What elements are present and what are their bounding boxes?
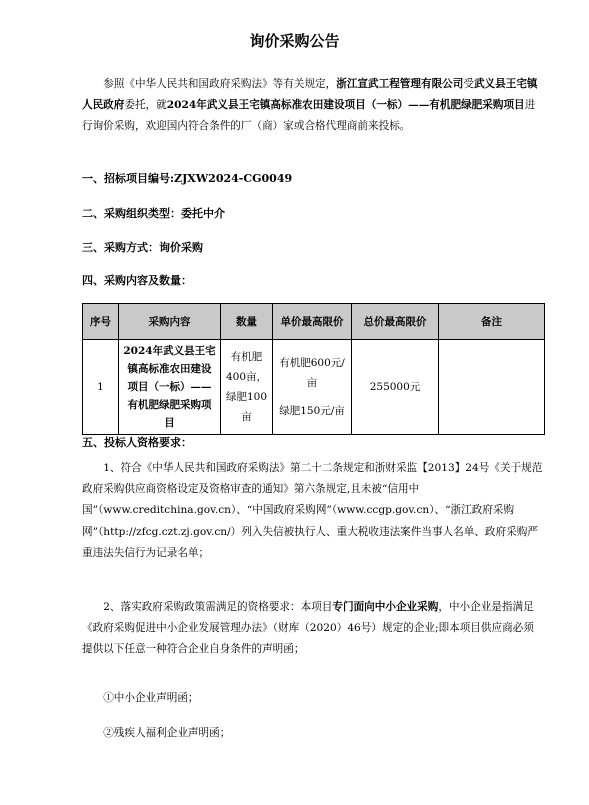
intro-text-4: 进行询价采购，欢迎国内符合条件的厂（商）家或合格代理商前来投标。	[82, 99, 536, 133]
req2-text-2: ，中小企业是指满足《政府采购促进中小企业发展管理办法》（财库（2020）46号）规定的企业;即本项目供应商必须提供以下任意一种符合企业自身条件的声明函；	[82, 601, 534, 656]
section-project-number: 一、招标项目编号:ZJXW2024-CG0049	[82, 172, 293, 185]
project-name: 2024年武义县王宅镇高标准农田建设项目（一标）——有机肥绿肥采购项目	[166, 99, 525, 112]
procurement-table	[82, 303, 545, 435]
header-content: 采购内容	[119, 304, 221, 340]
intro-paragraph	[82, 74, 544, 138]
cell-remark	[439, 340, 545, 435]
requirement-2	[82, 597, 544, 661]
cell-quantity: 有机肥400亩，绿肥100亩	[221, 340, 273, 435]
intro-text-1: 参照《中华人民共和国政府采购法》等有关规定，	[103, 78, 337, 90]
section-procurement-content: 四、采购内容及数量：	[82, 274, 192, 287]
table-row	[83, 340, 545, 435]
cell-no: 1	[83, 340, 119, 435]
cell-unit-price	[273, 340, 352, 435]
header-quantity: 数量	[221, 304, 273, 340]
agency-name: 浙江宣武工程管理有限公司	[336, 78, 464, 90]
purchaser-name: 武义县王宅镇人民政府	[82, 78, 538, 112]
cell-total-price: 255000元	[352, 340, 439, 435]
header-total-price: 总价最高限价	[352, 304, 439, 340]
option-sme-declaration: ①中小企业声明函；	[103, 692, 199, 704]
header-unit-price: 单价最高限价	[273, 304, 352, 340]
unit-price-green: 绿肥150元/亩	[279, 405, 345, 417]
intro-text-2: 受	[463, 78, 474, 90]
cell-content: 2024年武义县王宅镇高标准农田建设项目（一标）——有机肥绿肥采购项目	[119, 340, 221, 435]
section-organization-type: 二、采购组织类型：委托中介	[82, 207, 225, 220]
section-bidder-requirements: 五、投标人资格要求：	[82, 436, 192, 449]
option-disability-declaration: ②残疾人福利企业声明函；	[103, 727, 231, 739]
requirement-1: 1、符合《中华人民共和国政府采购法》第二十二条规定和浙财采监【2013】24号《关于规范政府采购供应商资格设定及资格审查的通知》第六条规定,且未被“信用中国”（www.creditchina.gov.cn）、“中国政府采购网”（www.ccgp.gov.cn）、“浙江政府采购网”（http://zfcg.czt.zj.gov.cn/）列入失信被执行人、重大税收违法案件当事人名单、政府采购严重违法失信行为记录名单；	[82, 462, 543, 559]
header-no: 序号	[83, 304, 119, 340]
unit-price-organic: 有机肥600元/亩	[279, 357, 345, 389]
section-procurement-method: 三、采购方式：询价采购	[82, 241, 203, 254]
intro-text-3: 委托，就	[124, 99, 167, 112]
page-title: 询价采购公告	[249, 32, 340, 50]
header-remark: 备注	[439, 304, 545, 340]
table-header-row	[83, 304, 545, 340]
req2-text-1: 2、落实政府采购政策需满足的资格要求：本项目	[103, 601, 333, 613]
req2-bold: 专门面向中小企业采购	[332, 601, 439, 613]
